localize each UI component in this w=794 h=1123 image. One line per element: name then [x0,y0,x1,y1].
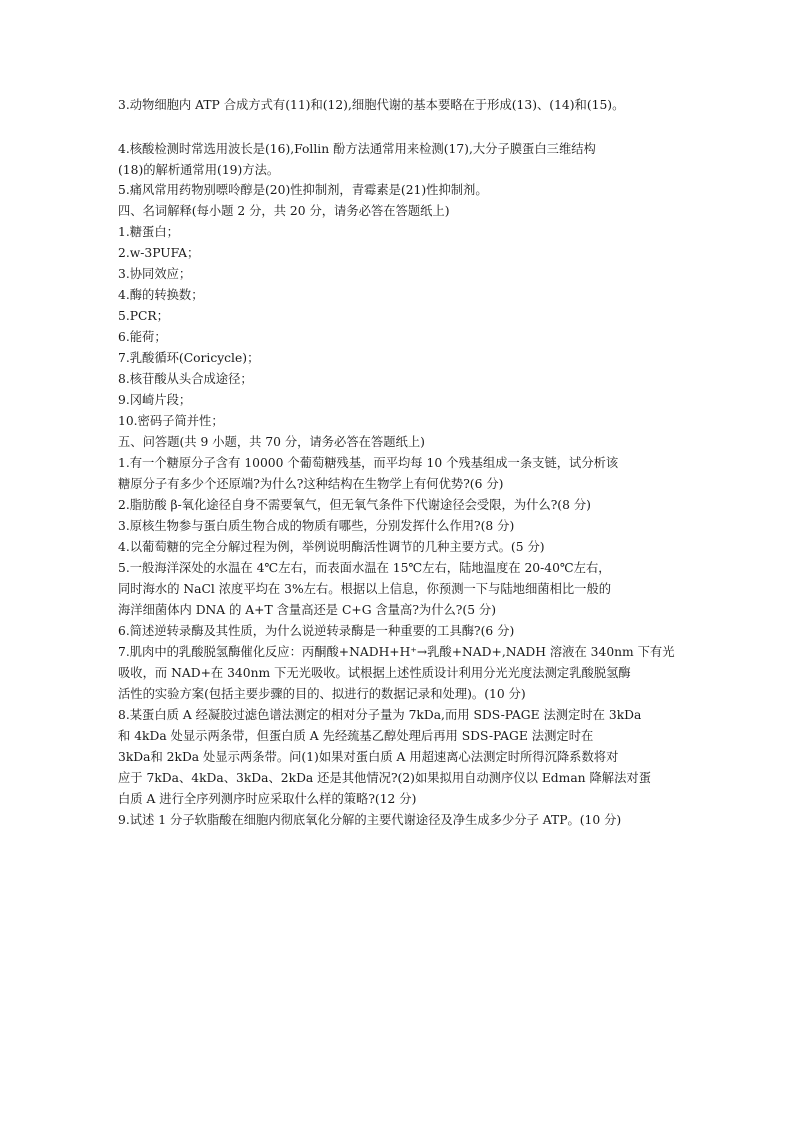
question-line: 8.某蛋白质 A 经凝胶过滤色谱法测定的相对分子量为 7kDa,而用 SDS-PAGE 法测定时在 3kDa [118,708,642,722]
question-line: 同时海水的 NaCl 浓度平均在 3%左右。根据以上信息，你预测一下与陆地细菌相比一般的 [118,582,612,596]
section-4-heading: 四、名词解释(每小题 2 分，共 20 分，请务必答在答题纸上) [118,204,450,218]
term-item: 7.乳酸循环(Coricycle)； [118,351,260,365]
term-item: 3.协同效应； [118,267,192,281]
question-line: 3.原核生物参与蛋白质生物合成的物质有哪些，分别发挥什么作用?(8 分) [118,519,515,533]
term-item: 4.酶的转换数； [118,288,204,302]
term-item: 8.核苷酸从头合成途径； [118,372,253,386]
term-item: 6.能荷； [118,330,167,344]
section-5-heading: 五、问答题(共 9 小题，共 70 分，请务必答在答题纸上) [118,435,425,449]
question-line: 4.以葡萄糖的完全分解过程为例，举例说明酶活性调节的几种主要方式。(5 分) [118,540,545,554]
question-line: 吸收，而 NAD+在 340nm 下无光吸收。试根据上述性质设计利用分光光度法测定乳酸脱氢酶 [118,666,631,680]
question-line: 2.脂肪酸 β-氧化途径自身不需要氧气，但无氧气条件下代谢途径会受限，为什么?(8 分) [118,498,591,512]
question-line: 5.一般海洋深处的水温在 4℃左右，而表面水温在 15℃左右，陆地温度在 20-40℃左右， [118,561,611,575]
question-line: 和 4kDa 处显示两条带，但蛋白质 A 先经巯基乙醇处理后再用 SDS-PAGE 法测定时在 [118,729,594,743]
question-line: 糖原分子有多少个还原端?为什么?这种结构在生物学上有何优势?(6 分) [118,477,504,491]
fill-in-question-4-line-1: 4.核酸检测时常选用波长是(16),Follin 酚方法通常用来检测(17),大分子膜蛋白三维结构 [118,142,596,156]
fill-in-question-3: 3.动物细胞内 ATP 合成方式有(11)和(12),细胞代谢的基本要略在于形成(13)、(14)和(15)。 [118,98,625,112]
question-line: 应于 7kDa、4kDa、3kDa、2kDa 还是其他情况?(2)如果拟用自动测序仪以 Edman 降解法对蛋 [118,771,651,785]
question-line: 白质 A 进行全序列测序时应采取什么样的策略?(12 分) [118,792,417,806]
question-line: 3kDa和 2kDa 处显示两条带。问(1)如果对蛋白质 A 用超速离心法测定时所得沉降系数将对 [118,750,619,764]
term-item: 1.糖蛋白； [118,225,179,239]
term-item: 10.密码子简并性； [118,414,224,428]
question-line: 9.试述 1 分子软脂酸在细胞内彻底氧化分解的主要代谢途径及净生成多少分子 ATP。(10 分) [118,813,622,827]
question-line: 活性的实验方案(包括主要步骤的目的、拟进行的数据记录和处理)。(10 分) [118,687,526,701]
term-item: 5.PCR； [118,309,169,323]
question-line: 7.肌肉中的乳酸脱氢酶催化反应：丙酮酸+NADH+H⁺→乳酸+NAD+,NADH 溶液在 340nm 下有光 [118,645,675,659]
fill-in-question-4-line-2: (18)的解析通常用(19)方法。 [118,163,280,177]
question-line: 6.简述逆转录酶及其性质，为什么说逆转录酶是一种重要的工具酶?(6 分) [118,624,515,638]
fill-in-question-5: 5.痛风常用药物别嘌呤醇是(20)性抑制剂，青霉素是(21)性抑制剂。 [118,183,488,197]
question-line: 1.有一个糖原分子含有 10000 个葡萄糖残基，而平均每 10 个残基组成一条支链，试分析该 [118,456,619,470]
question-line: 海洋细菌体内 DNA 的 A+T 含量高还是 C+G 含量高?为什么?(5 分) [118,603,497,617]
term-item: 2.w-3PUFA； [118,246,200,260]
term-item: 9.冈崎片段； [118,393,192,407]
